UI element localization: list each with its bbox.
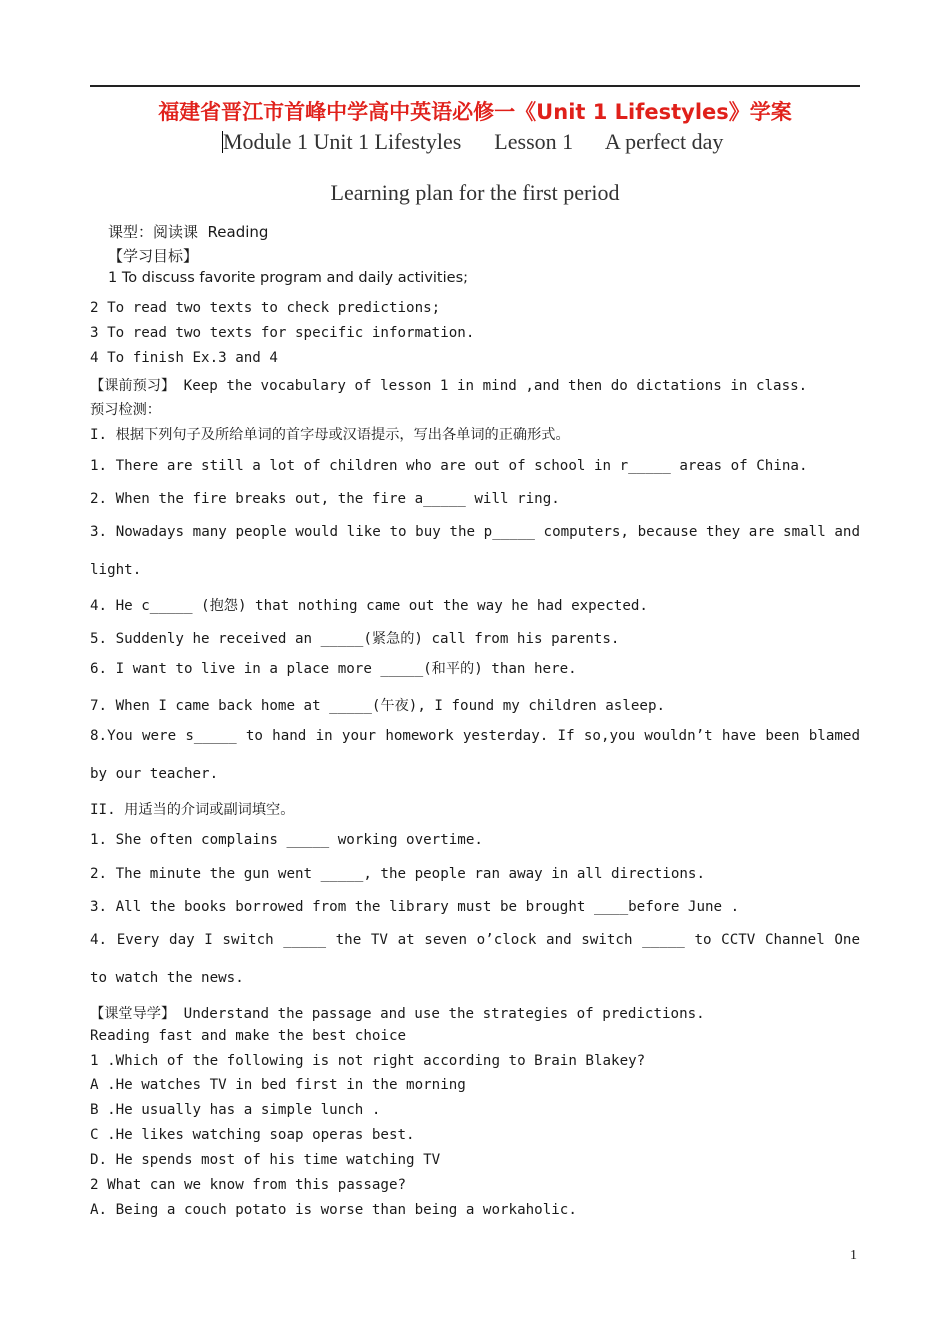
exercise-item: 4. He c_____ (抱怨) that nothing came out the way he had expected. [90,598,648,614]
exercise-item: 2. The minute the gun went _____, the people ran away in all directions. [90,866,705,882]
document-title: 福建省晋江市首峰中学高中英语必修一《Unit 1 Lifestyles》学案 [158,100,792,124]
question: 1 .Which of the following is not right according to Brain Blakey? [90,1053,646,1069]
exercise-item: 7. When I came back home at _____(午夜), I found my children asleep. [90,698,666,714]
part-one-heading: I. 根据下列句子及所给单词的首字母或汉语提示，写出各单词的正确形式。 [90,427,570,443]
header-rule [90,85,860,87]
lesson-type: 课型：阅读课 Reading [108,223,269,241]
module-subtitle [222,129,723,155]
exercise-item-continued: to watch the news. [90,970,244,986]
part-two-heading: II. 用适当的介词或副词填空。 [90,802,295,818]
exercise-item: 2. When the fire breaks out, the fire a_____ will ring. [90,491,560,507]
module-subtitle-text: Module 1 Unit 1 Lifestyles Lesson 1 A perfect day [223,129,724,154]
exercise-item: 6. I want to live in a place more _____(和平的) than here. [90,661,577,677]
exercise-item: 1. She often complains _____ working overtime. [90,832,483,848]
exercise-item-continued: light. [90,562,142,578]
question: 2 What can we know from this passage? [90,1177,407,1193]
exercise-item: 4. Every day I switch _____ the TV at seven o’clock and switch _____ to CCTV Channel One [90,932,860,948]
goal-item: 2 To read two texts to check predictions; [90,300,441,316]
answer-option: A .He watches TV in bed first in the morning [90,1077,466,1093]
section-heading: Learning plan for the first period [330,180,620,205]
preview-line: 【课前预习】 Keep the vocabulary of lesson 1 in mind ,and then do dictations in class. [90,378,808,394]
goal-item: 1 To discuss favorite program and daily activities; [108,270,469,286]
exercise-item: 5. Suddenly he received an _____(紧急的) call from his parents. [90,631,620,647]
answer-option: C .He likes watching soap operas best. [90,1127,415,1143]
answer-option: A. Being a couch potato is worse than being a workaholic. [90,1202,577,1218]
page-number: 1 [850,1248,857,1263]
check-label: 预习检测： [90,402,161,418]
goal-item: 3 To read two texts for specific information. [90,325,475,341]
exercise-item: 3. All the books borrowed from the library must be brought ____before June . [90,899,740,915]
reading-instruction: Reading fast and make the best choice [90,1028,407,1044]
goals-label: 【学习目标】 [108,247,199,265]
answer-option: B .He usually has a simple lunch . [90,1102,381,1118]
exercise-item: 8.You were s_____ to hand in your homework yesterday. If so,you wouldn’t have been blamed [90,728,860,744]
exercise-item-continued: by our teacher. [90,766,219,782]
answer-option: D. He spends most of his time watching TV [90,1152,441,1168]
exercise-item: 3. Nowadays many people would like to buy the p_____ computers, because they are small and [90,524,860,540]
goal-item: 4 To finish Ex.3 and 4 [90,350,278,366]
class-guide-line: 【课堂导学】 Understand the passage and use the strategies of predictions. [90,1006,705,1022]
exercise-item: 1. There are still a lot of children who are out of school in r_____ areas of China. [90,458,808,474]
